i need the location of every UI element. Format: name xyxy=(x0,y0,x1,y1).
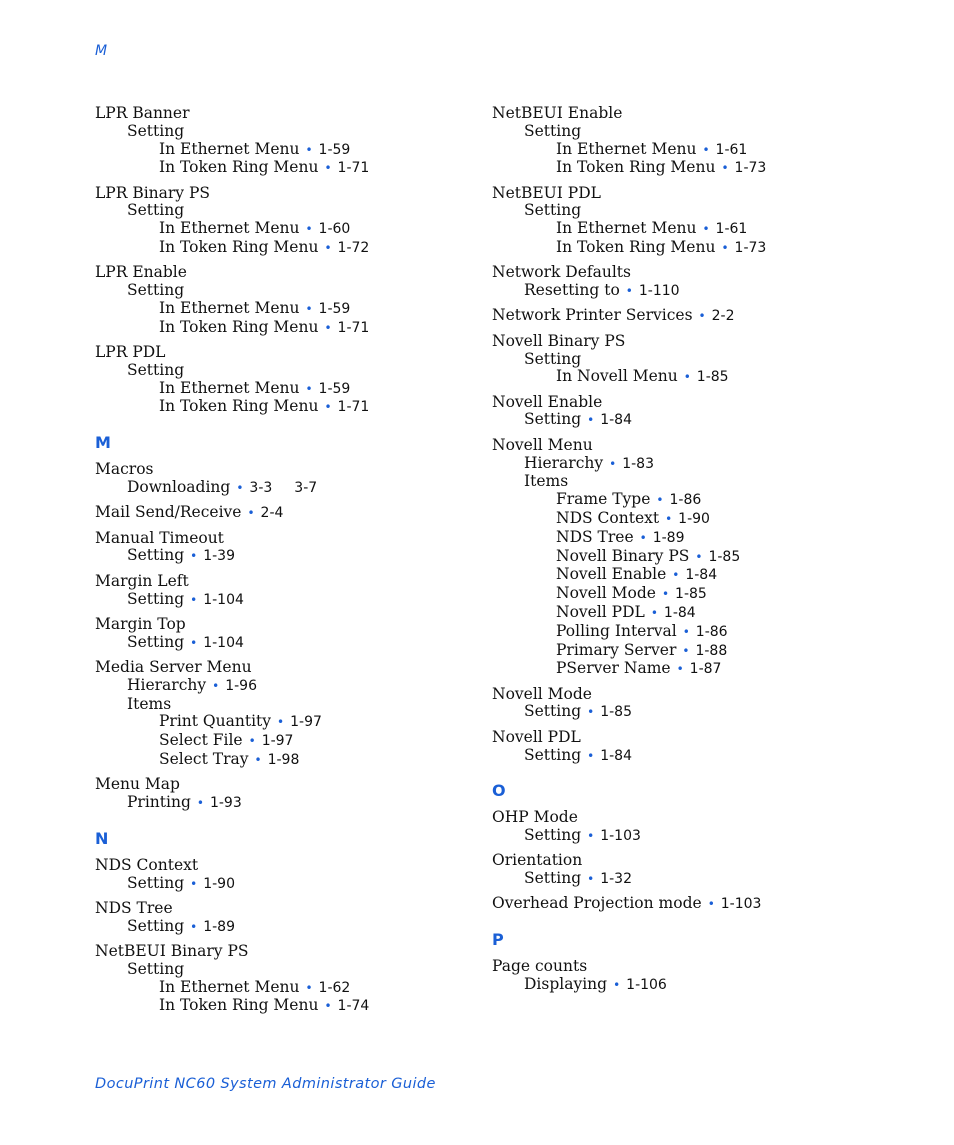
entry-term: Setting xyxy=(524,745,582,764)
entry-term: NetBEUI PDL xyxy=(492,183,601,202)
page-reference: 1-103 xyxy=(720,896,762,913)
bullet-icon: • xyxy=(613,978,621,993)
index-entry xyxy=(95,900,485,918)
entry-term: In Ethernet Menu xyxy=(556,219,697,238)
bullet-icon: • xyxy=(305,222,313,237)
page-reference: 1-89 xyxy=(203,918,235,935)
entry-term: LPR PDL xyxy=(95,343,166,362)
index-entry xyxy=(492,351,882,369)
entry-term: NDS Context xyxy=(556,508,660,527)
entry-term: Setting xyxy=(524,201,582,220)
bullet-icon: • xyxy=(587,872,595,887)
page-reference: 1-86 xyxy=(669,492,702,509)
entry-term: Setting xyxy=(127,360,185,379)
index-entry xyxy=(95,105,485,123)
entry-term: Media Server Menu xyxy=(95,657,252,676)
entry-term: In Token Ring Menu xyxy=(556,158,716,177)
index-entry xyxy=(95,677,485,696)
index-entry xyxy=(95,344,485,362)
bullet-icon: • xyxy=(254,752,262,767)
index-entry xyxy=(492,105,882,123)
page-reference: 1-84 xyxy=(600,412,632,429)
entry-term: Novell Mode xyxy=(556,584,656,603)
index-entry xyxy=(95,997,485,1016)
index-entry xyxy=(492,660,882,679)
index-entry xyxy=(95,530,485,548)
entry-term: Novell PDL xyxy=(492,727,581,746)
page-reference: 1-73 xyxy=(734,160,767,177)
entry-term: Primary Server xyxy=(556,640,677,659)
entry-term: Margin Left xyxy=(95,571,189,590)
page-reference: 3-7 xyxy=(294,480,318,497)
bullet-icon: • xyxy=(625,284,633,299)
page-reference: 1-60 xyxy=(318,221,351,238)
entry-term: Margin Top xyxy=(95,614,186,633)
page-reference: 1-85 xyxy=(600,704,632,721)
bullet-icon: • xyxy=(324,999,332,1014)
index-entry xyxy=(492,703,882,722)
entry-term: LPR Banner xyxy=(95,104,190,122)
entry-term: Printing xyxy=(127,793,191,811)
index-entry xyxy=(492,202,882,220)
page-reference: 1-73 xyxy=(734,240,767,257)
entry-term: Hierarchy xyxy=(127,675,207,694)
entry-term: Setting xyxy=(127,916,185,935)
entry-term: Setting xyxy=(127,873,185,892)
bullet-icon: • xyxy=(609,456,617,471)
index-entry xyxy=(492,159,882,178)
index-entry xyxy=(492,141,882,160)
bullet-icon: • xyxy=(721,161,729,176)
index-entry xyxy=(95,591,485,610)
index-entry xyxy=(95,961,485,979)
page-reference: 1-86 xyxy=(695,623,728,640)
entry-term: Orientation xyxy=(492,851,583,870)
index-entry xyxy=(95,696,485,714)
bullet-icon: • xyxy=(672,568,680,583)
index-entry xyxy=(95,751,485,770)
bullet-icon: • xyxy=(695,549,703,564)
page-reference: 1-93 xyxy=(209,795,242,811)
entry-term: Polling Interval xyxy=(556,621,677,640)
index-entry xyxy=(95,123,485,141)
entry-term: NetBEUI Enable xyxy=(492,104,623,122)
index-column-right xyxy=(492,105,882,995)
bullet-icon: • xyxy=(305,142,313,157)
index-entry xyxy=(492,548,882,567)
index-entry xyxy=(95,659,485,677)
entry-term: In Ethernet Menu xyxy=(556,139,697,158)
bullet-icon: • xyxy=(236,481,244,496)
index-entry xyxy=(95,185,485,203)
bullet-icon: • xyxy=(676,662,684,677)
page-reference: 1-71 xyxy=(337,399,370,416)
bullet-icon: • xyxy=(190,592,198,607)
index-entry xyxy=(95,943,485,961)
entry-term: In Token Ring Menu xyxy=(159,397,319,416)
index-entry xyxy=(95,461,485,479)
entry-term: Novell Binary PS xyxy=(556,546,690,565)
bullet-icon: • xyxy=(190,876,198,891)
page-reference: 1-39 xyxy=(203,548,235,565)
bullet-icon: • xyxy=(650,605,658,620)
entry-term: NDS Tree xyxy=(556,527,634,546)
bullet-icon: • xyxy=(196,796,204,810)
index-entry xyxy=(492,411,882,430)
index-entry xyxy=(95,547,485,566)
index-entry xyxy=(492,185,882,203)
page-reference: 1-59 xyxy=(318,380,351,397)
entry-term: Page counts xyxy=(492,957,588,976)
index-entry xyxy=(95,979,485,998)
page-reference: 1-61 xyxy=(715,221,748,238)
page-reference: 1-85 xyxy=(675,586,707,603)
entry-term: Setting xyxy=(524,869,582,888)
index-entry xyxy=(492,747,882,766)
index-entry xyxy=(95,732,485,751)
bullet-icon: • xyxy=(247,506,255,521)
bullet-icon: • xyxy=(305,301,313,316)
page-reference: 1-71 xyxy=(337,319,370,336)
page-reference: 2-4 xyxy=(260,505,284,522)
page-reference: 1-88 xyxy=(695,642,728,659)
index-column-left xyxy=(95,105,485,1016)
entry-term: LPR Binary PS xyxy=(95,183,211,202)
page-reference: 1-90 xyxy=(678,510,710,527)
entry-term: Manual Timeout xyxy=(95,528,224,547)
bullet-icon: • xyxy=(665,511,673,526)
entry-term: Menu Map xyxy=(95,775,180,794)
index-entry xyxy=(95,479,485,498)
entry-term: Setting xyxy=(127,959,185,978)
index-entry xyxy=(95,220,485,239)
page-reference: 1-110 xyxy=(638,283,680,300)
index-entry xyxy=(492,642,882,661)
running-head: M xyxy=(95,43,108,59)
entry-term: Novell PDL xyxy=(556,602,645,621)
section-letter: N xyxy=(95,828,109,848)
page-reference: 1-97 xyxy=(261,733,294,750)
bullet-icon: • xyxy=(698,309,706,324)
entry-term: Novell Menu xyxy=(492,435,593,454)
page-reference: 1-85 xyxy=(696,369,729,386)
entry-term: In Token Ring Menu xyxy=(159,158,319,177)
bullet-icon: • xyxy=(587,829,595,844)
entry-term: Setting xyxy=(127,589,185,608)
entry-term: Macros xyxy=(95,460,154,479)
entry-term: Print Quantity xyxy=(159,712,272,731)
bullet-icon: • xyxy=(324,400,332,415)
page-reference: 1-72 xyxy=(337,240,370,257)
entry-term: Resetting to xyxy=(524,281,620,300)
page-reference: 1-106 xyxy=(626,977,667,994)
bullet-icon: • xyxy=(277,715,285,730)
index-entry xyxy=(95,504,485,523)
index-entry xyxy=(492,895,882,914)
bullet-icon: • xyxy=(721,241,729,256)
entry-term: Setting xyxy=(127,201,185,220)
page-reference: 1-85 xyxy=(708,548,741,565)
page-reference: 1-84 xyxy=(600,747,632,764)
entry-term: NDS Tree xyxy=(95,898,173,917)
index-entry xyxy=(95,616,485,634)
index-entry xyxy=(492,123,882,141)
page-reference: 1-32 xyxy=(600,871,632,888)
entry-term: PServer Name xyxy=(556,659,671,678)
index-entry xyxy=(95,794,485,813)
index-entry xyxy=(492,958,882,976)
entry-term: Select File xyxy=(159,731,243,750)
page-reference: 1-103 xyxy=(600,828,641,845)
index-entry xyxy=(492,437,882,455)
page-reference: 1-98 xyxy=(267,751,300,768)
bullet-icon: • xyxy=(661,587,670,602)
entry-term: Network Defaults xyxy=(492,263,631,282)
index-entry xyxy=(492,333,882,351)
index-entry xyxy=(492,455,882,474)
bullet-icon: • xyxy=(324,320,332,335)
entry-term: Items xyxy=(524,472,569,491)
entry-term: Hierarchy xyxy=(524,453,604,472)
bullet-icon: • xyxy=(324,241,332,256)
section-letter: M xyxy=(95,433,111,453)
index-entry xyxy=(95,264,485,282)
index-entry xyxy=(492,729,882,747)
index-entry xyxy=(492,239,882,258)
bullet-icon: • xyxy=(190,635,198,650)
index-entry xyxy=(95,776,485,794)
bullet-icon: • xyxy=(656,493,664,508)
index-entry xyxy=(492,623,882,642)
entry-term: Network Printer Services xyxy=(492,306,693,325)
page-reference: 1-83 xyxy=(622,455,654,472)
index-entry xyxy=(492,976,882,995)
index-entry xyxy=(492,368,882,387)
page-reference: 1-87 xyxy=(689,661,722,678)
index-entry xyxy=(492,686,882,704)
bullet-icon: • xyxy=(639,530,647,545)
bullet-icon: • xyxy=(212,678,220,693)
entry-term: Setting xyxy=(524,410,582,429)
index-entry xyxy=(492,264,882,282)
bullet-icon: • xyxy=(707,897,715,912)
index-entry xyxy=(492,307,882,326)
page-reference: 3-3 xyxy=(249,480,273,497)
entry-term: Displaying xyxy=(524,975,608,994)
index-entry xyxy=(95,918,485,937)
entry-term: Setting xyxy=(127,121,185,140)
page-reference: 1-84 xyxy=(663,604,696,621)
entry-term: Setting xyxy=(127,281,185,300)
entry-term: In Ethernet Menu xyxy=(159,378,300,397)
entry-term: Setting xyxy=(524,826,582,845)
entry-term: Novell Mode xyxy=(492,684,592,703)
entry-term: Novell Binary PS xyxy=(492,331,626,350)
index-entry xyxy=(492,585,882,604)
index-entry xyxy=(492,870,882,889)
index-entry xyxy=(492,809,882,827)
bullet-icon: • xyxy=(587,705,595,720)
bullet-icon: • xyxy=(702,222,710,237)
index-entry xyxy=(95,159,485,178)
entry-term: OHP Mode xyxy=(492,808,578,827)
entry-term: NDS Context xyxy=(95,855,199,874)
index-entry xyxy=(492,529,882,548)
index-entry xyxy=(95,141,485,160)
entry-term: In Ethernet Menu xyxy=(159,977,300,996)
index-entry xyxy=(492,510,882,529)
entry-term: In Token Ring Menu xyxy=(159,238,319,257)
index-entry xyxy=(95,362,485,380)
entry-term: In Token Ring Menu xyxy=(159,996,319,1015)
page-reference: 2-2 xyxy=(711,308,735,325)
bullet-icon: • xyxy=(324,161,332,176)
index-entry xyxy=(95,239,485,258)
bullet-icon: • xyxy=(587,748,595,763)
page-reference: 1-96 xyxy=(225,677,257,694)
bullet-icon: • xyxy=(587,413,595,428)
bullet-icon: • xyxy=(683,370,691,385)
page-reference: 1-61 xyxy=(715,141,748,158)
page-reference: 1-59 xyxy=(318,141,351,158)
entry-term: Setting xyxy=(127,546,185,565)
entry-term: Items xyxy=(127,694,172,713)
entry-term: Overhead Projection mode xyxy=(492,894,702,913)
bullet-icon: • xyxy=(305,381,313,396)
page-footer: DocuPrint NC60 System Administrator Guide xyxy=(95,1076,436,1092)
index-entry xyxy=(95,380,485,399)
index-entry xyxy=(492,827,882,846)
index-entry xyxy=(492,220,882,239)
section-letter: O xyxy=(492,781,506,801)
index-entry xyxy=(95,857,485,875)
page-reference: 1-90 xyxy=(203,875,235,892)
entry-term: Setting xyxy=(524,121,582,140)
page-reference: 1-62 xyxy=(318,979,351,996)
entry-term: Novell Enable xyxy=(492,392,603,411)
page-reference: 1-104 xyxy=(203,591,244,608)
bullet-icon: • xyxy=(682,624,690,639)
bullet-icon: • xyxy=(190,549,198,564)
index-entry xyxy=(95,875,485,894)
bullet-icon: • xyxy=(702,142,710,157)
page-reference: 1-89 xyxy=(652,529,685,546)
page-reference: 1-74 xyxy=(337,998,370,1015)
entry-term: In Ethernet Menu xyxy=(159,298,300,317)
index-entry xyxy=(492,473,882,491)
page-reference: 1-104 xyxy=(203,634,244,651)
index-entry xyxy=(492,491,882,510)
index-entry xyxy=(95,634,485,653)
entry-term: In Ethernet Menu xyxy=(159,139,300,158)
index-entry xyxy=(492,566,882,585)
bullet-icon: • xyxy=(248,734,256,749)
index-entry xyxy=(492,282,882,301)
section-letter: P xyxy=(492,930,504,950)
page-reference: 1-84 xyxy=(685,567,718,584)
bullet-icon: • xyxy=(305,980,313,995)
entry-term: In Ethernet Menu xyxy=(159,219,300,238)
index-entry xyxy=(492,852,882,870)
page-reference: 1-59 xyxy=(318,300,351,317)
entry-term: In Token Ring Menu xyxy=(159,317,319,336)
entry-term: In Novell Menu xyxy=(556,367,678,386)
entry-term: Setting xyxy=(127,632,185,651)
index-entry xyxy=(95,319,485,338)
page-reference: 1-97 xyxy=(290,714,322,731)
entry-term: Downloading xyxy=(127,478,231,497)
index-entry xyxy=(492,394,882,412)
index-entry xyxy=(95,398,485,417)
index-entry xyxy=(95,300,485,319)
entry-term: Setting xyxy=(524,702,582,721)
entry-term: Frame Type xyxy=(556,490,651,509)
index-entry xyxy=(95,282,485,300)
entry-term: Select Tray xyxy=(159,749,249,768)
index-entry xyxy=(492,604,882,623)
entry-term: In Token Ring Menu xyxy=(556,238,716,257)
entry-term: Setting xyxy=(524,349,582,368)
entry-term: LPR Enable xyxy=(95,263,187,282)
index-entry xyxy=(95,202,485,220)
entry-term: NetBEUI Binary PS xyxy=(95,941,249,960)
bullet-icon: • xyxy=(682,643,690,658)
entry-term: Novell Enable xyxy=(556,565,667,584)
index-entry xyxy=(95,573,485,591)
index-entry xyxy=(95,713,485,732)
entry-term: Mail Send/Receive xyxy=(95,503,242,522)
page-reference: 1-71 xyxy=(337,160,370,177)
bullet-icon: • xyxy=(190,919,198,934)
